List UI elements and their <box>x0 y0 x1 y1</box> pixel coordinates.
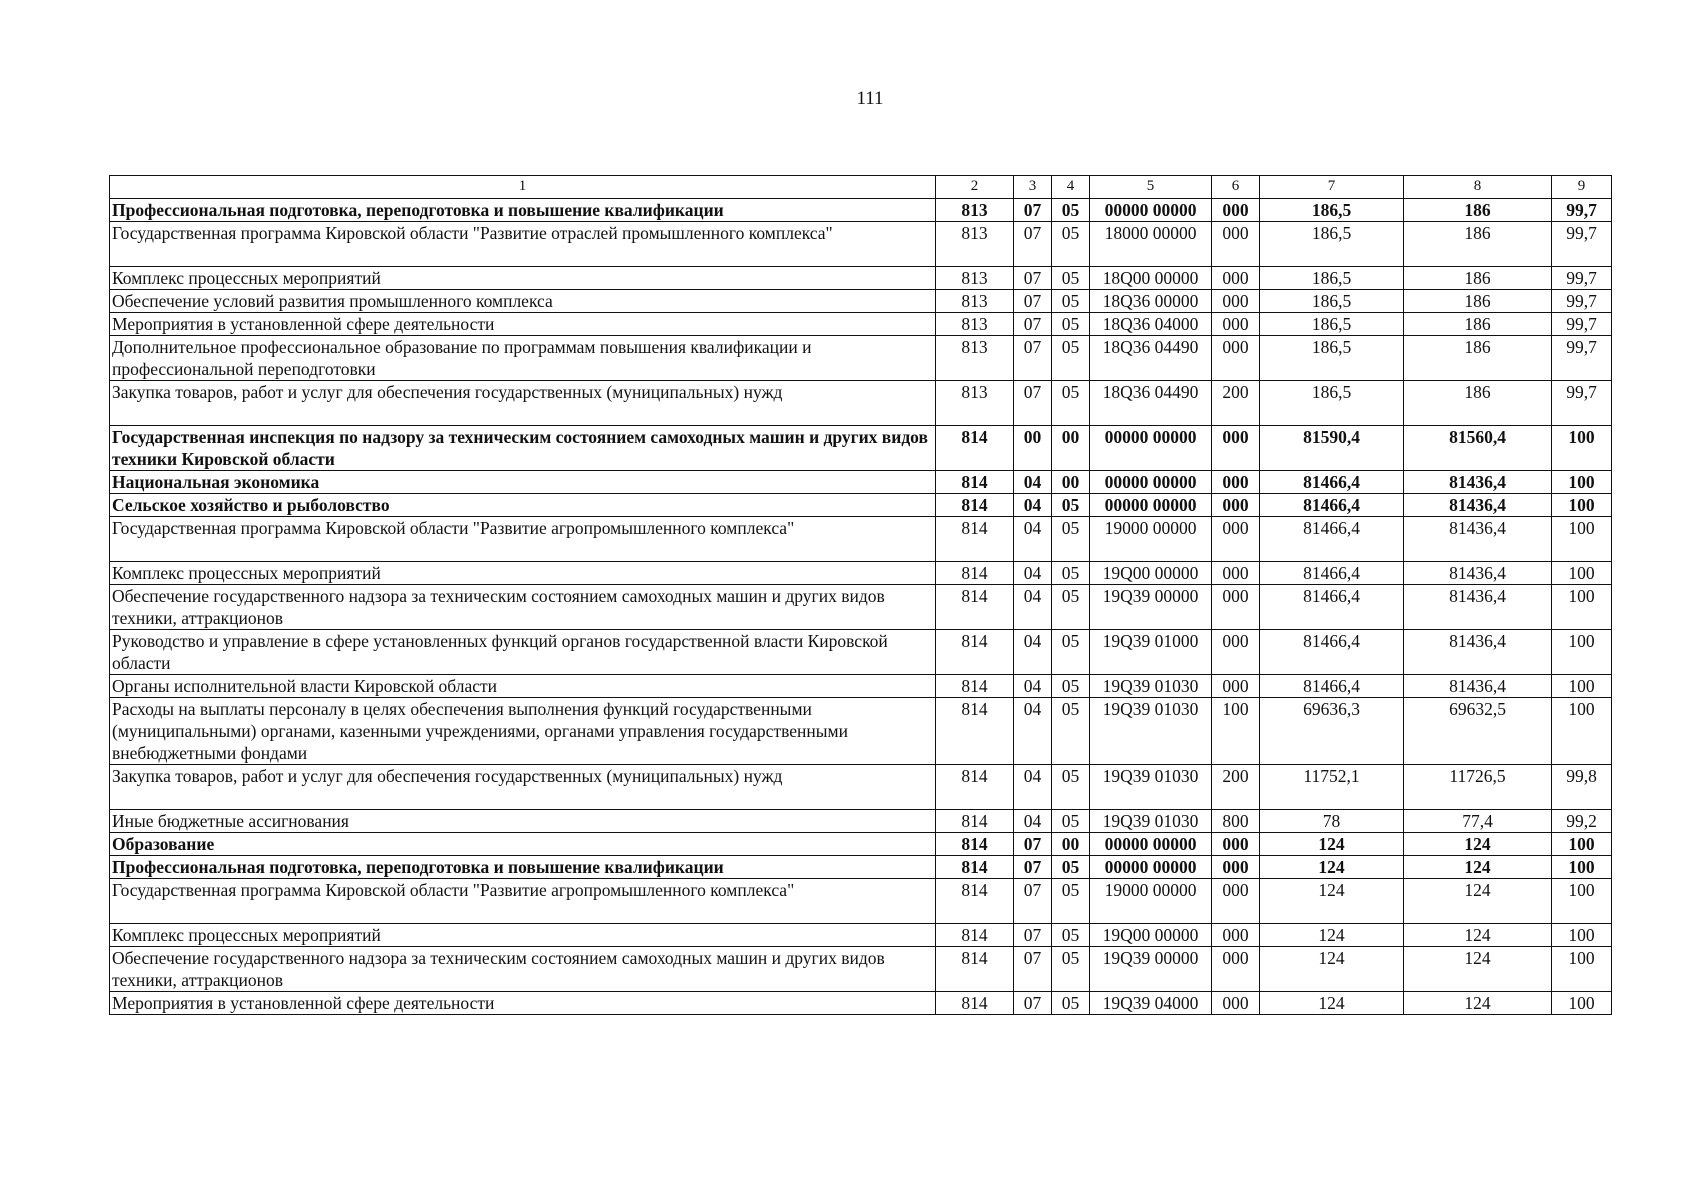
percent-cell: 100 <box>1552 992 1612 1015</box>
percent-cell: 99,7 <box>1552 267 1612 290</box>
subsection-code-cell: 05 <box>1052 765 1090 810</box>
percent-cell: 100 <box>1552 924 1612 947</box>
actual-amount-cell: 81436,4 <box>1404 471 1552 494</box>
admin-code-cell: 814 <box>936 833 1014 856</box>
column-header: 7 <box>1260 176 1404 199</box>
admin-code-cell: 814 <box>936 562 1014 585</box>
section-code-cell: 07 <box>1014 924 1052 947</box>
expense-type-cell: 000 <box>1212 471 1260 494</box>
percent-cell: 99,7 <box>1552 199 1612 222</box>
row-name-cell: Комплекс процессных мероприятий <box>110 267 936 290</box>
subsection-code-cell: 05 <box>1052 879 1090 924</box>
section-code-cell: 07 <box>1014 336 1052 381</box>
subsection-code-cell: 05 <box>1052 562 1090 585</box>
target-article-cell: 00000 00000 <box>1090 833 1212 856</box>
admin-code-cell: 813 <box>936 267 1014 290</box>
expense-type-cell: 000 <box>1212 924 1260 947</box>
section-code-cell: 04 <box>1014 698 1052 765</box>
actual-amount-cell: 81436,4 <box>1404 494 1552 517</box>
table-row <box>110 562 1612 585</box>
percent-cell: 99,7 <box>1552 313 1612 336</box>
section-code-cell: 07 <box>1014 879 1052 924</box>
target-article-cell: 19Q39 01030 <box>1090 765 1212 810</box>
row-name-cell: Государственная программа Кировской области "Развитие агропромышленного комплекса" <box>110 879 936 924</box>
subsection-code-cell: 05 <box>1052 630 1090 675</box>
target-article-cell: 18Q36 00000 <box>1090 290 1212 313</box>
target-article-cell: 18Q36 04490 <box>1090 336 1212 381</box>
table-row <box>110 426 1612 471</box>
percent-cell: 100 <box>1552 494 1612 517</box>
subsection-code-cell: 05 <box>1052 675 1090 698</box>
section-code-cell: 07 <box>1014 290 1052 313</box>
expense-type-cell: 000 <box>1212 222 1260 267</box>
expense-type-cell: 000 <box>1212 947 1260 992</box>
expense-type-cell: 000 <box>1212 336 1260 381</box>
target-article-cell: 00000 00000 <box>1090 494 1212 517</box>
row-name-cell: Комплекс процессных мероприятий <box>110 924 936 947</box>
section-code-cell: 04 <box>1014 471 1052 494</box>
planned-amount-cell: 186,5 <box>1260 267 1404 290</box>
admin-code-cell: 814 <box>936 924 1014 947</box>
percent-cell: 100 <box>1552 585 1612 630</box>
planned-amount-cell: 186,5 <box>1260 381 1404 426</box>
target-article-cell: 19Q39 01030 <box>1090 698 1212 765</box>
admin-code-cell: 814 <box>936 856 1014 879</box>
planned-amount-cell: 81466,4 <box>1260 675 1404 698</box>
row-name-cell: Закупка товаров, работ и услуг для обеспечения государственных (муниципальных) нужд <box>110 381 936 426</box>
table-body <box>110 176 1612 1015</box>
table-row <box>110 471 1612 494</box>
percent-cell: 99,7 <box>1552 336 1612 381</box>
planned-amount-cell: 81466,4 <box>1260 585 1404 630</box>
column-header: 9 <box>1552 176 1612 199</box>
section-code-cell: 07 <box>1014 313 1052 336</box>
table-row <box>110 675 1612 698</box>
row-name-cell: Мероприятия в установленной сфере деятельности <box>110 992 936 1015</box>
planned-amount-cell: 124 <box>1260 856 1404 879</box>
target-article-cell: 00000 00000 <box>1090 856 1212 879</box>
row-name-cell: Профессиональная подготовка, переподготовка и повышение квалификации <box>110 199 936 222</box>
table-row <box>110 947 1612 992</box>
admin-code-cell: 813 <box>936 199 1014 222</box>
actual-amount-cell: 124 <box>1404 924 1552 947</box>
planned-amount-cell: 81590,4 <box>1260 426 1404 471</box>
section-code-cell: 00 <box>1014 426 1052 471</box>
row-name-cell: Государственная инспекция по надзору за техническим состоянием самоходных машин и других видов техники Кировской области <box>110 426 936 471</box>
expense-type-cell: 000 <box>1212 267 1260 290</box>
percent-cell: 99,7 <box>1552 290 1612 313</box>
section-code-cell: 04 <box>1014 517 1052 562</box>
percent-cell: 99,7 <box>1552 381 1612 426</box>
admin-code-cell: 814 <box>936 675 1014 698</box>
expense-type-cell: 000 <box>1212 630 1260 675</box>
section-code-cell: 04 <box>1014 630 1052 675</box>
row-name-cell: Государственная программа Кировской области "Развитие отраслей промышленного комплекса" <box>110 222 936 267</box>
planned-amount-cell: 78 <box>1260 810 1404 833</box>
expense-type-cell: 000 <box>1212 585 1260 630</box>
expense-type-cell: 000 <box>1212 494 1260 517</box>
admin-code-cell: 814 <box>936 879 1014 924</box>
admin-code-cell: 814 <box>936 494 1014 517</box>
table-row <box>110 585 1612 630</box>
expense-type-cell: 000 <box>1212 992 1260 1015</box>
table-row <box>110 992 1612 1015</box>
percent-cell: 100 <box>1552 517 1612 562</box>
actual-amount-cell: 186 <box>1404 381 1552 426</box>
planned-amount-cell: 124 <box>1260 947 1404 992</box>
table-row <box>110 856 1612 879</box>
section-code-cell: 04 <box>1014 675 1052 698</box>
table-row <box>110 517 1612 562</box>
admin-code-cell: 814 <box>936 630 1014 675</box>
section-code-cell: 07 <box>1014 992 1052 1015</box>
admin-code-cell: 814 <box>936 517 1014 562</box>
subsection-code-cell: 05 <box>1052 199 1090 222</box>
admin-code-cell: 814 <box>936 585 1014 630</box>
column-header: 5 <box>1090 176 1212 199</box>
column-header: 6 <box>1212 176 1260 199</box>
planned-amount-cell: 81466,4 <box>1260 471 1404 494</box>
target-article-cell: 19000 00000 <box>1090 517 1212 562</box>
table-row <box>110 879 1612 924</box>
row-name-cell: Образование <box>110 833 936 856</box>
subsection-code-cell: 05 <box>1052 698 1090 765</box>
row-name-cell: Обеспечение государственного надзора за техническим состоянием самоходных машин и других видов техники, аттракционов <box>110 947 936 992</box>
planned-amount-cell: 69636,3 <box>1260 698 1404 765</box>
section-code-cell: 07 <box>1014 856 1052 879</box>
column-header: 8 <box>1404 176 1552 199</box>
percent-cell: 100 <box>1552 426 1612 471</box>
section-code-cell: 04 <box>1014 585 1052 630</box>
row-name-cell: Органы исполнительной власти Кировской области <box>110 675 936 698</box>
expense-type-cell: 800 <box>1212 810 1260 833</box>
percent-cell: 100 <box>1552 833 1612 856</box>
actual-amount-cell: 81436,4 <box>1404 675 1552 698</box>
planned-amount-cell: 81466,4 <box>1260 630 1404 675</box>
header-row <box>110 176 1612 199</box>
expense-type-cell: 000 <box>1212 199 1260 222</box>
actual-amount-cell: 186 <box>1404 222 1552 267</box>
actual-amount-cell: 81436,4 <box>1404 562 1552 585</box>
target-article-cell: 18Q36 04000 <box>1090 313 1212 336</box>
actual-amount-cell: 124 <box>1404 947 1552 992</box>
target-article-cell: 18Q00 00000 <box>1090 267 1212 290</box>
row-name-cell: Дополнительное профессиональное образование по программам повышения квалификации и профессиональной переподготовки <box>110 336 936 381</box>
subsection-code-cell: 05 <box>1052 947 1090 992</box>
subsection-code-cell: 05 <box>1052 290 1090 313</box>
subsection-code-cell: 05 <box>1052 494 1090 517</box>
expense-type-cell: 200 <box>1212 765 1260 810</box>
section-code-cell: 07 <box>1014 381 1052 426</box>
expense-type-cell: 000 <box>1212 833 1260 856</box>
target-article-cell: 19Q00 00000 <box>1090 924 1212 947</box>
admin-code-cell: 813 <box>936 313 1014 336</box>
admin-code-cell: 814 <box>936 992 1014 1015</box>
table-row <box>110 381 1612 426</box>
admin-code-cell: 813 <box>936 290 1014 313</box>
column-header: 2 <box>936 176 1014 199</box>
row-name-cell: Руководство и управление в сфере установленных функций органов государственной власти Кировской области <box>110 630 936 675</box>
table-row <box>110 267 1612 290</box>
subsection-code-cell: 05 <box>1052 992 1090 1015</box>
row-name-cell: Мероприятия в установленной сфере деятельности <box>110 313 936 336</box>
percent-cell: 100 <box>1552 630 1612 675</box>
target-article-cell: 18000 00000 <box>1090 222 1212 267</box>
expense-type-cell: 200 <box>1212 381 1260 426</box>
percent-cell: 99,2 <box>1552 810 1612 833</box>
table-row <box>110 222 1612 267</box>
admin-code-cell: 814 <box>936 765 1014 810</box>
actual-amount-cell: 186 <box>1404 336 1552 381</box>
section-code-cell: 04 <box>1014 494 1052 517</box>
target-article-cell: 18Q36 04490 <box>1090 381 1212 426</box>
row-name-cell: Государственная программа Кировской области "Развитие агропромышленного комплекса" <box>110 517 936 562</box>
row-name-cell: Иные бюджетные ассигнования <box>110 810 936 833</box>
target-article-cell: 19Q39 00000 <box>1090 947 1212 992</box>
actual-amount-cell: 81560,4 <box>1404 426 1552 471</box>
planned-amount-cell: 81466,4 <box>1260 562 1404 585</box>
planned-amount-cell: 124 <box>1260 833 1404 856</box>
actual-amount-cell: 124 <box>1404 833 1552 856</box>
target-article-cell: 19000 00000 <box>1090 879 1212 924</box>
row-name-cell: Закупка товаров, работ и услуг для обеспечения государственных (муниципальных) нужд <box>110 765 936 810</box>
budget-table <box>109 175 1612 1015</box>
section-code-cell: 04 <box>1014 562 1052 585</box>
row-name-cell: Комплекс процессных мероприятий <box>110 562 936 585</box>
actual-amount-cell: 81436,4 <box>1404 585 1552 630</box>
actual-amount-cell: 186 <box>1404 290 1552 313</box>
percent-cell: 100 <box>1552 856 1612 879</box>
row-name-cell: Национальная экономика <box>110 471 936 494</box>
row-name-cell: Обеспечение государственного надзора за техническим состоянием самоходных машин и других видов техники, аттракционов <box>110 585 936 630</box>
row-name-cell: Обеспечение условий развития промышленного комплекса <box>110 290 936 313</box>
subsection-code-cell: 00 <box>1052 426 1090 471</box>
target-article-cell: 19Q39 00000 <box>1090 585 1212 630</box>
expense-type-cell: 000 <box>1212 313 1260 336</box>
target-article-cell: 00000 00000 <box>1090 426 1212 471</box>
actual-amount-cell: 186 <box>1404 267 1552 290</box>
table-row <box>110 810 1612 833</box>
expense-type-cell: 000 <box>1212 562 1260 585</box>
actual-amount-cell: 124 <box>1404 992 1552 1015</box>
planned-amount-cell: 124 <box>1260 879 1404 924</box>
planned-amount-cell: 186,5 <box>1260 290 1404 313</box>
expense-type-cell: 100 <box>1212 698 1260 765</box>
table-row <box>110 630 1612 675</box>
table-row <box>110 924 1612 947</box>
percent-cell: 100 <box>1552 879 1612 924</box>
page-number: 111 <box>856 88 884 109</box>
subsection-code-cell: 05 <box>1052 313 1090 336</box>
actual-amount-cell: 81436,4 <box>1404 517 1552 562</box>
expense-type-cell: 000 <box>1212 879 1260 924</box>
percent-cell: 99,8 <box>1552 765 1612 810</box>
planned-amount-cell: 81466,4 <box>1260 517 1404 562</box>
target-article-cell: 19Q39 01030 <box>1090 675 1212 698</box>
target-article-cell: 19Q00 00000 <box>1090 562 1212 585</box>
expense-type-cell: 000 <box>1212 517 1260 562</box>
table-row <box>110 698 1612 765</box>
row-name-cell: Сельское хозяйство и рыболовство <box>110 494 936 517</box>
actual-amount-cell: 124 <box>1404 879 1552 924</box>
planned-amount-cell: 186,5 <box>1260 222 1404 267</box>
actual-amount-cell: 11726,5 <box>1404 765 1552 810</box>
actual-amount-cell: 124 <box>1404 856 1552 879</box>
target-article-cell: 00000 00000 <box>1090 471 1212 494</box>
target-article-cell: 19Q39 04000 <box>1090 992 1212 1015</box>
planned-amount-cell: 11752,1 <box>1260 765 1404 810</box>
admin-code-cell: 813 <box>936 336 1014 381</box>
target-article-cell: 19Q39 01030 <box>1090 810 1212 833</box>
planned-amount-cell: 124 <box>1260 924 1404 947</box>
percent-cell: 100 <box>1552 947 1612 992</box>
subsection-code-cell: 05 <box>1052 222 1090 267</box>
actual-amount-cell: 81436,4 <box>1404 630 1552 675</box>
subsection-code-cell: 05 <box>1052 267 1090 290</box>
table-row <box>110 290 1612 313</box>
section-code-cell: 07 <box>1014 222 1052 267</box>
row-name-cell: Расходы на выплаты персоналу в целях обеспечения выполнения функций государственными (муниципальными) органами, казенными учреждениями, органами управления государственными внебюджетными фондами <box>110 698 936 765</box>
percent-cell: 100 <box>1552 698 1612 765</box>
subsection-code-cell: 05 <box>1052 810 1090 833</box>
planned-amount-cell: 124 <box>1260 992 1404 1015</box>
subsection-code-cell: 05 <box>1052 856 1090 879</box>
admin-code-cell: 814 <box>936 698 1014 765</box>
percent-cell: 100 <box>1552 562 1612 585</box>
section-code-cell: 04 <box>1014 810 1052 833</box>
section-code-cell: 07 <box>1014 947 1052 992</box>
column-header: 1 <box>110 176 936 199</box>
percent-cell: 100 <box>1552 675 1612 698</box>
admin-code-cell: 814 <box>936 810 1014 833</box>
table-row <box>110 765 1612 810</box>
expense-type-cell: 000 <box>1212 675 1260 698</box>
admin-code-cell: 813 <box>936 381 1014 426</box>
section-code-cell: 07 <box>1014 267 1052 290</box>
actual-amount-cell: 186 <box>1404 199 1552 222</box>
subsection-code-cell: 00 <box>1052 833 1090 856</box>
subsection-code-cell: 05 <box>1052 381 1090 426</box>
admin-code-cell: 814 <box>936 947 1014 992</box>
column-header: 3 <box>1014 176 1052 199</box>
actual-amount-cell: 77,4 <box>1404 810 1552 833</box>
percent-cell: 100 <box>1552 471 1612 494</box>
subsection-code-cell: 05 <box>1052 517 1090 562</box>
expense-type-cell: 000 <box>1212 426 1260 471</box>
planned-amount-cell: 186,5 <box>1260 336 1404 381</box>
subsection-code-cell: 00 <box>1052 471 1090 494</box>
admin-code-cell: 814 <box>936 471 1014 494</box>
table-row <box>110 833 1612 856</box>
section-code-cell: 07 <box>1014 833 1052 856</box>
table-row <box>110 494 1612 517</box>
column-header: 4 <box>1052 176 1090 199</box>
target-article-cell: 00000 00000 <box>1090 199 1212 222</box>
section-code-cell: 04 <box>1014 765 1052 810</box>
percent-cell: 99,7 <box>1552 222 1612 267</box>
planned-amount-cell: 186,5 <box>1260 199 1404 222</box>
expense-type-cell: 000 <box>1212 290 1260 313</box>
expense-type-cell: 000 <box>1212 856 1260 879</box>
actual-amount-cell: 186 <box>1404 313 1552 336</box>
subsection-code-cell: 05 <box>1052 924 1090 947</box>
planned-amount-cell: 186,5 <box>1260 313 1404 336</box>
table-row <box>110 336 1612 381</box>
planned-amount-cell: 81466,4 <box>1260 494 1404 517</box>
table-row <box>110 313 1612 336</box>
section-code-cell: 07 <box>1014 199 1052 222</box>
admin-code-cell: 813 <box>936 222 1014 267</box>
actual-amount-cell: 69632,5 <box>1404 698 1552 765</box>
target-article-cell: 19Q39 01000 <box>1090 630 1212 675</box>
admin-code-cell: 814 <box>936 426 1014 471</box>
subsection-code-cell: 05 <box>1052 336 1090 381</box>
subsection-code-cell: 05 <box>1052 585 1090 630</box>
table-row <box>110 199 1612 222</box>
row-name-cell: Профессиональная подготовка, переподготовка и повышение квалификации <box>110 856 936 879</box>
